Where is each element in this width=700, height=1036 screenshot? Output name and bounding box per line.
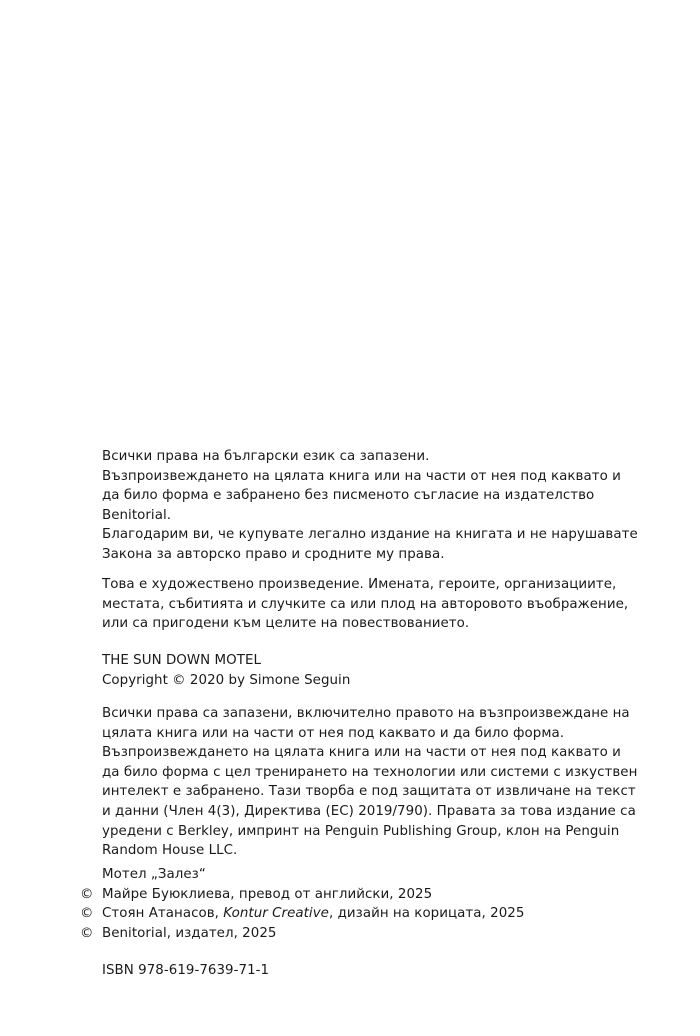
fiction-notice: [102, 575, 642, 634]
ai-rights-notice: [102, 704, 642, 861]
copyright-symbol: ©: [80, 906, 94, 922]
designer-text: [102, 904, 524, 924]
original-copyright: Copyright © 2020 by Simone Seguin: [102, 672, 351, 688]
edition-credits: [80, 865, 642, 943]
fiction-notice-text: Това е художествено произведение. Имената, героите, организациите, местата, събитията и случките са или плод на авторовото въображение, или са пригодени към целите на повествованието.: [102, 577, 629, 632]
designer-name: Стоян Атанасов,: [102, 906, 224, 922]
rights-notice: [102, 447, 642, 565]
copyright-symbol: ©: [80, 925, 94, 941]
rights-reproduction-line: Възпроизвеждането на цялата книга или на части от нея под каквато и да било форма е забранено без писменото съгласие на издателство Benitorial.: [102, 468, 621, 523]
edition-title: Мотел „Залез“: [102, 867, 206, 882]
copyright-symbol: ©: [80, 886, 94, 902]
original-edition: [102, 651, 642, 690]
publisher-credit: [80, 924, 642, 944]
original-title: THE SUN DOWN MOTEL: [102, 653, 261, 668]
edition-title-line: [80, 865, 642, 885]
isbn-number: ISBN 978-619-7639-71-1: [102, 963, 270, 978]
rights-language-line: Всички права на български език са запазени.: [102, 449, 430, 464]
publisher-text: Benitorial, издател, 2025: [102, 925, 277, 941]
translator-credit: [80, 885, 642, 905]
isbn: [102, 961, 642, 981]
translator-text: Майре Буюклиева, превод от английски, 2025: [102, 886, 433, 902]
designer-studio: Kontur Creative: [223, 906, 329, 922]
rights-thanks-line: Благодарим ви, че купувате легално издание на книгата и не нарушавате Закона за авторско право и сродните му права.: [102, 527, 638, 562]
ai-rights-text: Всички права са запазени, включително правото на възпроизвеждане на цялата книга или на части от нея под каквато и да било форма. Възпроизвеждането на цялата книга или на части от нея под каквато и да било форма с цел трениранeто на технологии или системи с изкуствен интелект е забранено. Тази творба е под защитата от извличане на текст и данни (Член 4(3), Директива (ЕС) 2019/790). Правата за това издание са уредени с Berkley, импринт на Penguin Publishing Group, клон на Penguin Random House LLC.: [102, 706, 638, 859]
designer-role: , дизайн на корицата, 2025: [328, 906, 525, 922]
designer-credit: [80, 904, 642, 924]
